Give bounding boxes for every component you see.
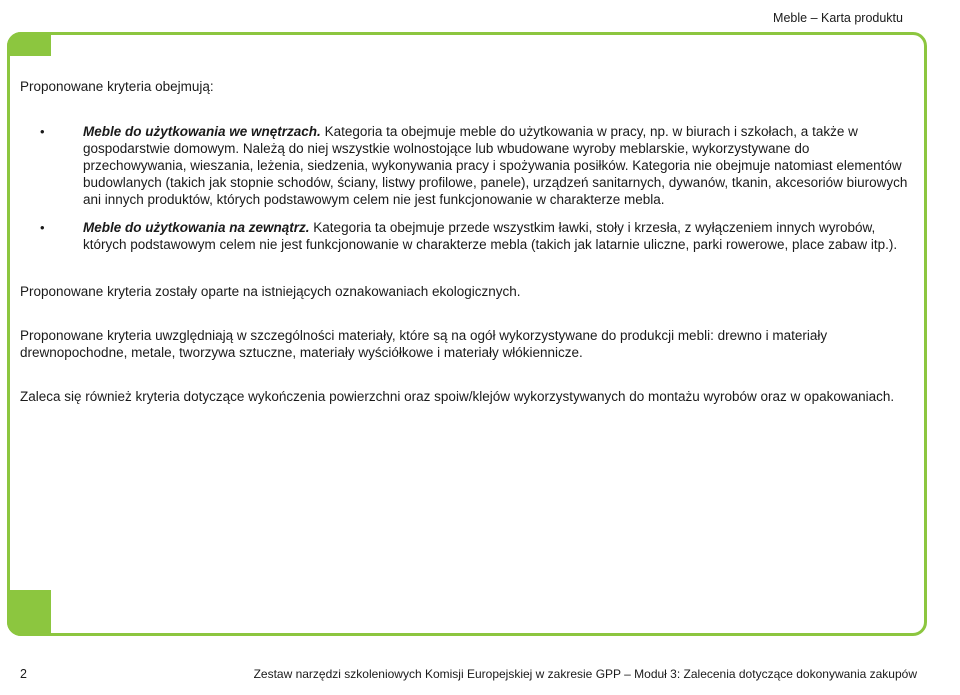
paragraph-eco-labels: Proponowane kryteria zostały oparte na istniejących oznakowaniach ekologicznych. [20, 284, 521, 299]
list-item [20, 219, 910, 253]
paragraph-materials: Proponowane kryteria uwzględniają w szczególności materiały, które są na ogół wykorzystywane do produkcji mebli: drewno i materiały drewnopochodne, metale, tworzywa sztuczne, materiały wyściółkowe i materiały włókiennicze. [20, 328, 828, 360]
bullet-icon: • [40, 220, 45, 235]
category-label: Meble do użytkowania we wnętrzach. [83, 124, 321, 139]
paragraph-finishing: Zaleca się również kryteria dotyczące wykończenia powierzchni oraz spoiw/klejów wykorzystywanych do montażu wyrobów oraz w opakowaniach. [20, 389, 895, 404]
bullet-icon: • [40, 124, 45, 139]
header-title: Meble – Karta produktu [773, 11, 903, 25]
criteria-list [20, 123, 910, 253]
category-description: Kategoria ta obejmuje meble do użytkowania w pracy, np. w biurach i szkołach, a także w gospodarstwie domowym. Należą do niej wszystkie wolnostojące lub wbudowane wyroby meblarskie, wykorzystywane do przechowywania, wieszania, leżenia, siedzenia, wykonywania pracy i spożywania posiłków. Kategoria nie obejmuje natomiast elementów budowlanych (takich jak stopnie schodów, ściany, listwy profilowe, panele), urządzeń sanitarnych, dywanów, tkanin, akcesoriów biurowych ani innych produktów, których podstawowym celem nie jest funkcjonowanie w charakterze mebla. [83, 124, 908, 207]
category-description: Kategoria ta obejmuje przede wszystkim ławki, stoły i krzesła, z wyłączeniem innych wyrobów, których podstawowym celem nie jest funkcjonowanie w charakterze mebla (takich jak latarnie uliczne, parki rowerowe, place zabaw itp.). [83, 220, 898, 252]
footer-text: Zestaw narzędzi szkoleniowych Komisji Europejskiej w zakresie GPP – Moduł 3: Zalecenia dotyczące dokonywania zakupów [253, 667, 917, 681]
category-label: Meble do użytkowania na zewnątrz. [83, 220, 310, 235]
frame-tab-top [7, 32, 51, 56]
list-item [20, 123, 910, 208]
intro-text: Proponowane kryteria obejmują: [20, 79, 214, 94]
frame-tab-bottom [7, 590, 51, 636]
page-number: 2 [20, 667, 27, 681]
main-content [20, 78, 910, 405]
